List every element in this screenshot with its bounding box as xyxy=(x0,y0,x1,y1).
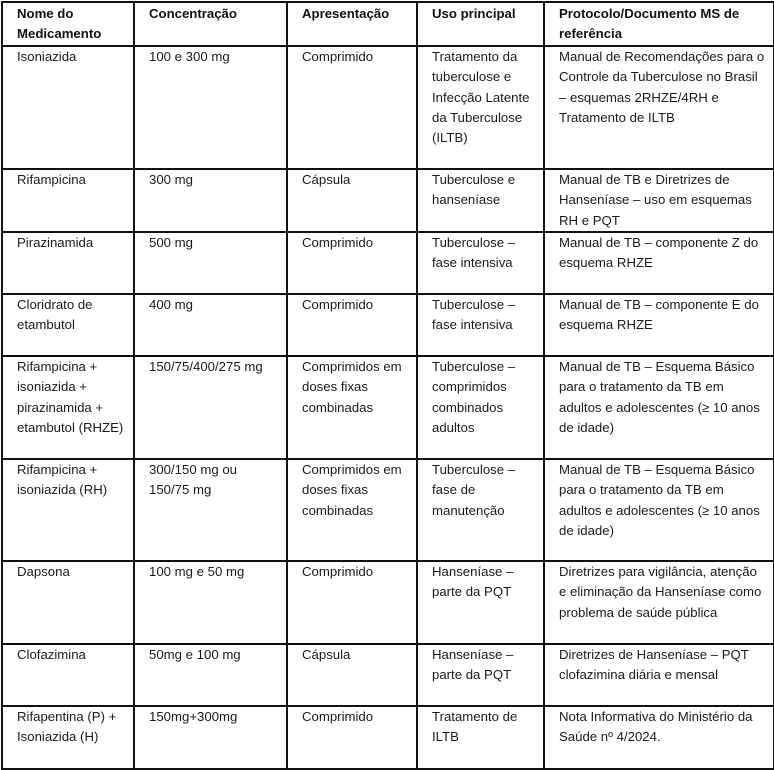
medications-table xyxy=(1,1,774,770)
cell-presentation: Comprimido xyxy=(287,294,417,356)
cell-presentation: Comprimido xyxy=(287,232,417,294)
cell-concentration: 300 mg xyxy=(134,169,287,232)
header-row xyxy=(2,2,774,46)
cell-reference-protocol: Manual de TB – Esquema Básico para o tratamento da TB em adultos e adolescentes (≥ 10 anos de idade) xyxy=(544,356,774,459)
cell-presentation: Comprimido xyxy=(287,561,417,644)
cell-medication-name: Cloridrato de etambutol xyxy=(2,294,134,356)
cell-reference-protocol: Manual de Recomendações para o Controle da Tuberculose no Brasil – esquemas 2RHZE/4RH e Tratamento de ILTB xyxy=(544,46,774,169)
table-row xyxy=(2,46,774,169)
cell-concentration: 50mg e 100 mg xyxy=(134,644,287,706)
cell-reference-protocol: Nota Informativa do Ministério da Saúde nº 4/2024. xyxy=(544,706,774,769)
header-presentation: Apresentação xyxy=(287,2,417,46)
cell-reference-protocol: Manual de TB – componente E do esquema RHZE xyxy=(544,294,774,356)
cell-medication-name: Rifapentina (P) + Isoniazida (H) xyxy=(2,706,134,769)
cell-concentration: 100 e 300 mg xyxy=(134,46,287,169)
cell-concentration: 150mg+300mg xyxy=(134,706,287,769)
cell-presentation: Cápsula xyxy=(287,644,417,706)
cell-medication-name: Isoniazida xyxy=(2,46,134,169)
cell-main-use: Hanseníase – parte da PQT xyxy=(417,644,544,706)
cell-reference-protocol: Diretrizes de Hanseníase – PQT clofazimina diária e mensal xyxy=(544,644,774,706)
cell-concentration: 500 mg xyxy=(134,232,287,294)
cell-presentation: Comprimido xyxy=(287,46,417,169)
table-row xyxy=(2,706,774,769)
cell-concentration: 400 mg xyxy=(134,294,287,356)
cell-reference-protocol: Manual de TB – Esquema Básico para o tratamento da TB em adultos e adolescentes (≥ 10 anos de idade) xyxy=(544,459,774,561)
header-concentration: Concentração xyxy=(134,2,287,46)
cell-main-use: Tuberculose – fase intensiva xyxy=(417,232,544,294)
cell-medication-name: Dapsona xyxy=(2,561,134,644)
cell-presentation: Comprimidos em doses fixas combinadas xyxy=(287,459,417,561)
cell-reference-protocol: Diretrizes para vigilância, atenção e eliminação da Hanseníase como problema de saúde pública xyxy=(544,561,774,644)
cell-main-use: Tuberculose – comprimidos combinados adultos xyxy=(417,356,544,459)
table-row xyxy=(2,356,774,459)
cell-main-use: Hanseníase – parte da PQT xyxy=(417,561,544,644)
cell-medication-name: Rifampicina xyxy=(2,169,134,232)
header-medication-name: Nome do Medicamento xyxy=(2,2,134,46)
cell-main-use: Tratamento de ILTB xyxy=(417,706,544,769)
table-row xyxy=(2,232,774,294)
cell-main-use: Tuberculose e hanseníase xyxy=(417,169,544,232)
cell-main-use: Tuberculose – fase de manutenção xyxy=(417,459,544,561)
cell-medication-name: Rifampicina + isoniazida (RH) xyxy=(2,459,134,561)
table-row xyxy=(2,644,774,706)
cell-medication-name: Rifampicina + isoniazida + pirazinamida + etambutol (RHZE) xyxy=(2,356,134,459)
cell-presentation: Cápsula xyxy=(287,169,417,232)
table-row xyxy=(2,561,774,644)
cell-concentration: 100 mg e 50 mg xyxy=(134,561,287,644)
cell-concentration: 150/75/400/275 mg xyxy=(134,356,287,459)
cell-medication-name: Clofazimina xyxy=(2,644,134,706)
table-row xyxy=(2,294,774,356)
header-main-use: Uso principal xyxy=(417,2,544,46)
cell-reference-protocol: Manual de TB – componente Z do esquema RHZE xyxy=(544,232,774,294)
cell-main-use: Tratamento da tuberculose e Infecção Latente da Tuberculose (ILTB) xyxy=(417,46,544,169)
cell-presentation: Comprimido xyxy=(287,706,417,769)
cell-concentration: 300/150 mg ou 150/75 mg xyxy=(134,459,287,561)
cell-reference-protocol: Manual de TB e Diretrizes de Hanseníase – uso em esquemas RH e PQT xyxy=(544,169,774,232)
cell-presentation: Comprimidos em doses fixas combinadas xyxy=(287,356,417,459)
cell-medication-name: Pirazinamida xyxy=(2,232,134,294)
header-reference-protocol: Protocolo/Documento MS de referência xyxy=(544,2,774,46)
cell-main-use: Tuberculose – fase intensiva xyxy=(417,294,544,356)
table-row xyxy=(2,169,774,232)
table-row xyxy=(2,459,774,561)
